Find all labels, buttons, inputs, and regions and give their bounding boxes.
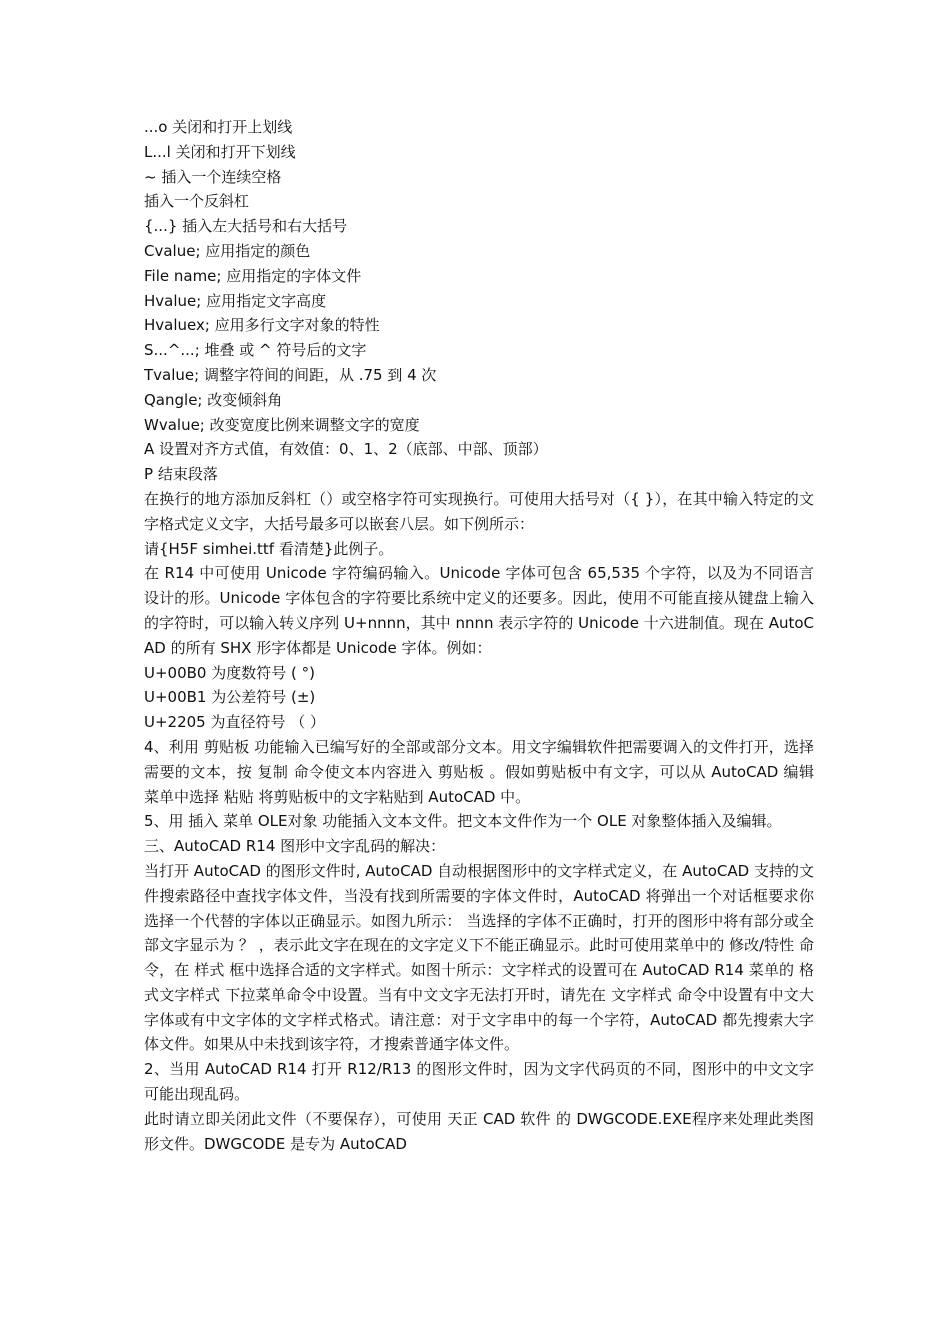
format-code-backslash: 插入一个反斜杠: [144, 192, 250, 211]
format-code-mtext-property: Hvaluex; 应用多行文字对象的特性: [144, 316, 380, 335]
paragraph-clipboard: 4、利用 剪贴板 功能输入已编写好的全部或部分文本。用文字编辑软件把需要调入的文件打开，选择需要的文本，按 复制 命令使文本内容进入 剪贴板 。假如剪贴板中有文字，可以从 AutoCAD 编辑 菜单中选择 粘贴 将剪贴板中的文字粘贴到 AutoCAD 中。: [144, 737, 814, 806]
format-code-underline: L...l 关闭和打开下划线: [144, 142, 296, 161]
format-code-alignment: A 设置对齐方式值，有效值：0、1、2（底部、中部、顶部）: [144, 440, 548, 459]
format-code-width: Wvalue; 改变宽度比例来调整文字的宽度: [144, 415, 420, 434]
format-code-nonbreaking-space: ~ 插入一个连续空格: [144, 167, 282, 186]
format-code-font-file: File name; 应用指定的字体文件: [144, 266, 362, 285]
format-code-height: Hvalue; 应用指定文字高度: [144, 291, 327, 310]
format-code-braces: {...} 插入左大括号和右大括号: [144, 217, 348, 236]
unicode-tolerance: U+00B1 为公差符号 (±): [144, 688, 316, 707]
paragraph-example: 请{H5F simhei.ttf 看清楚}此例子。: [144, 539, 394, 558]
format-code-color: Cvalue; 应用指定的颜色: [144, 241, 311, 260]
format-code-tracking: Tvalue; 调整字符间的间距，从 .75 到 4 次: [144, 365, 437, 384]
section-heading-garbled-text: 三、AutoCAD R14 图形中文字乱码的解决：: [144, 837, 446, 856]
format-code-stack: S...^...; 堆叠 或 ^ 符号后的文字: [144, 341, 367, 360]
paragraph-r12-r13: 2、当用 AutoCAD R14 打开 R12/R13 的图形文件时，因为文字代码页的不同，图形中的中文文字可能出现乱码。: [144, 1060, 814, 1104]
paragraph-line-break: 在换行的地方添加反斜杠（）或空格字符可实现换行。可使用大括号对（{ }），在其中输入特定的文字格式定义文字，大括号最多可以嵌套八层。如下例所示：: [144, 489, 814, 533]
format-code-overline: ...o 关闭和打开上划线: [144, 118, 293, 136]
unicode-diameter: U+2205 为直径符号 （ ）: [144, 713, 326, 732]
format-code-paragraph-end: P 结束段落: [144, 465, 218, 484]
paragraph-unicode: 在 R14 中可使用 Unicode 字符编码输入。Unicode 字体可包含 65,535 个字符，以及为不同语言设计的形。Unicode 字体包含的字符要比系统中定义的还要多。因此，使用不可能直接从键盘上输入的字符时，可以输入转义序列 U+nnnn，其中 nnnn 表示字符的 Unicode 十六进制值。现在 AutoCAD 的所有 SHX 形字体都是 Unicode 字体。例如：: [144, 564, 814, 657]
paragraph-dwgcode: 此时请立即关闭此文件（不要保存），可使用 天正 CAD 软件 的 DWGCODE.EXE程序来处理此类图形文件。DWGCODE 是专为 AutoCAD: [144, 1109, 814, 1153]
unicode-degree: U+00B0 为度数符号 ( °): [144, 663, 315, 682]
paragraph-font-substitution: 当打开 AutoCAD 的图形文件时, AutoCAD 自动根据图形中的文字样式定义，在 AutoCAD 支持的文件搜索路径中查找字体文件，当没有找到所需要的字体文件时，AutoCAD 将弹出一个对话框要求你选择一个代替的字体以正确显示。如图九所示： 当选择的字体不正确时，打开的图形中将有部分或全部文字显示为 ？ ，表示此文字在现在的文字定义下不能正确显示。此时可使用菜单中的 修改/特性 命令，在 样式 框中选择合适的文字样式。如图十所示：文字样式的设置可在 AutoCAD R14 菜单的 格式文字样式 下拉菜单命令中设置。当有中文文字无法打开时，请先在 文字样式 命令中设置有中文大字体或有中文字体的文字样式格式。请注意：对于文字串中的每一个字符，AutoCAD 都先搜索大字体文件。如果从中未找到该字符，才搜索普通字体文件。: [144, 861, 814, 1054]
format-code-oblique: Qangle; 改变倾斜角: [144, 390, 283, 409]
paragraph-ole-insert: 5、用 插入 菜单 OLE对象 功能插入文本文件。把文本文件作为一个 OLE 对象整体插入及编辑。: [144, 812, 782, 831]
